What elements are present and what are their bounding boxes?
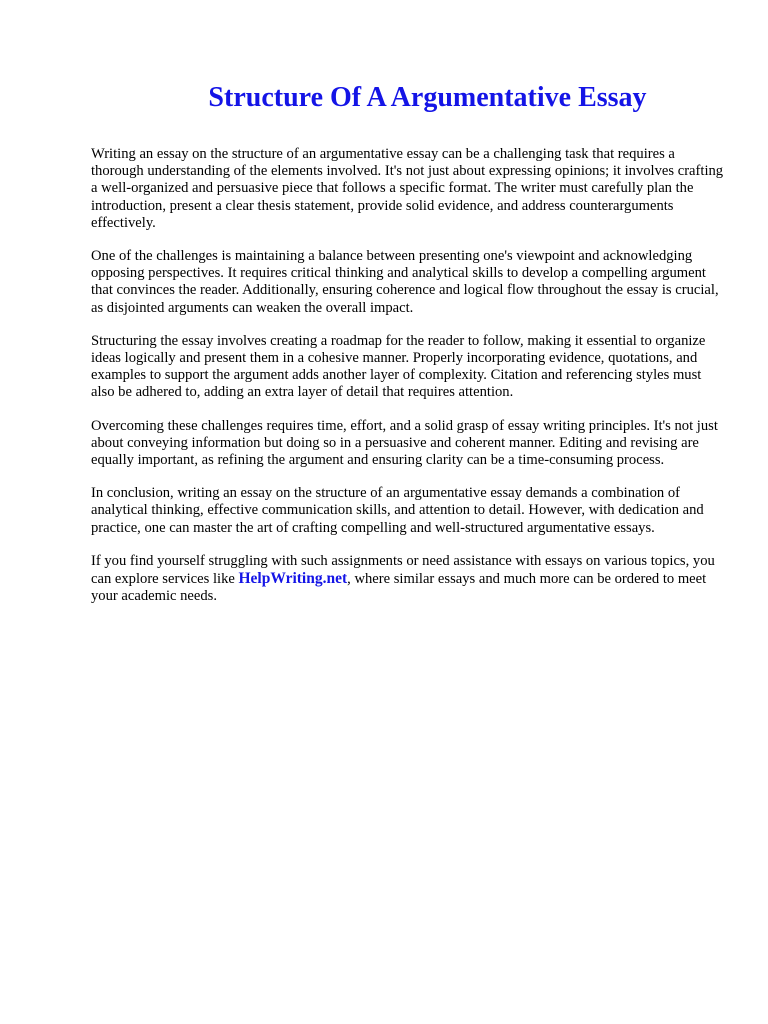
paragraph-challenges: One of the challenges is maintaining a balance between presenting one's viewpoint and acknowledging opposing perspectives. It requires critical thinking and analytical skills to develop a compelling argument that convinces the reader. Additionally, ensuring coherence and logical flow throughout the essay is crucial, as disjointed arguments can weaken the overall impact. <box>91 248 719 316</box>
paragraph-service <box>91 553 724 606</box>
paragraph-structuring: Structuring the essay involves creating a roadmap for the reader to follow, making it essential to organize ideas logically and present them in a cohesive manner. Properly incorporating evidence, quotations, and examples to support the argument adds another layer of complexity. Citation and referencing styles must also be adhered to, adding an extra layer of detail that requires attention. <box>91 332 706 401</box>
paragraph-conclusion: In conclusion, writing an essay on the structure of an argumentative essay demands a combination of analytical thinking, effective communication skills, and attention to detail. However, with dedication and practice, one can master the art of crafting compelling and well-structured argumentative essays. <box>91 485 704 536</box>
helpwriting-link[interactable]: HelpWriting.net <box>238 570 348 588</box>
service-text-after: , where similar essays and much more can be ordered to meet your academic needs. <box>91 571 707 605</box>
paragraph-overcoming: Overcoming these challenges requires time, effort, and a solid grasp of essay writing principles. It's not just about conveying information but doing so in a persuasive and coherent manner. Editing and revising are equally important, as refining the argument and ensuring clarity can be a time-consuming process. <box>91 417 718 469</box>
paragraph-intro: Writing an essay on the structure of an argumentative essay can be a challenging task that requires a thorough understanding of the elements involved. It's not just about expressing opinions; it involves crafting a well-organized and persuasive piece that follows a specific format. The writer must carefully plan the introduction, present a clear thesis statement, provide solid evidence, and address counterarguments effectively. <box>91 146 724 231</box>
document-title: Structure Of A Argumentative Essay <box>208 82 647 113</box>
service-text-before: If you find yourself struggling with such assignments or need assistance with essays on various topics, you can explore services like <box>91 552 715 588</box>
